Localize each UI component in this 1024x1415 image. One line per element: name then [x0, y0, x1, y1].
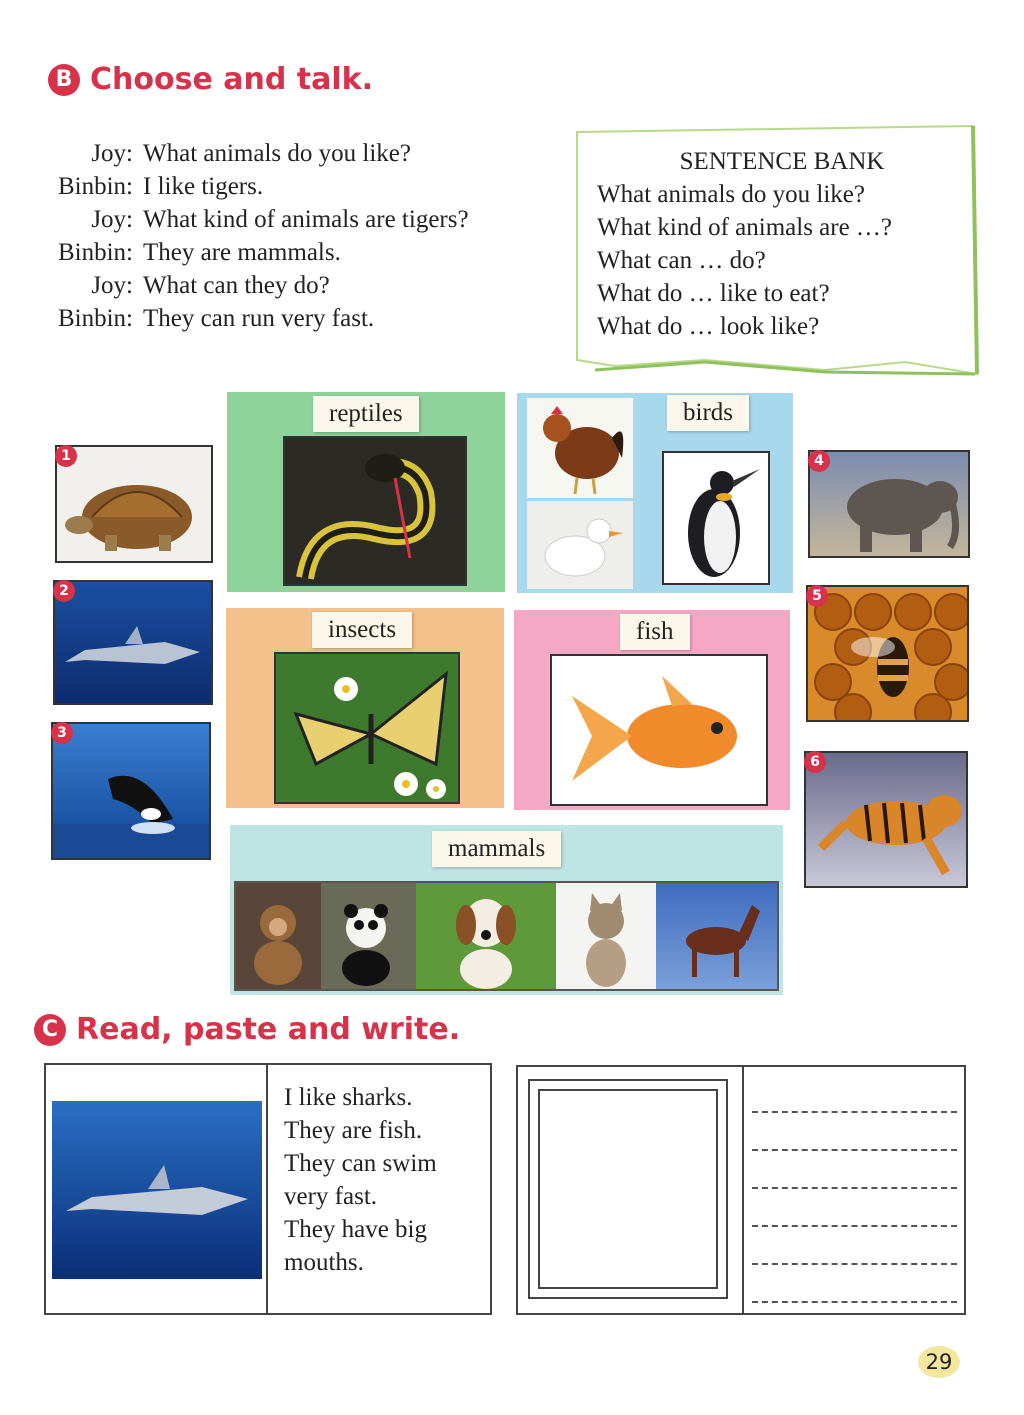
photo-elephant[interactable] [808, 450, 970, 558]
bank-sentence: What can … do? [597, 247, 766, 274]
write-line[interactable] [752, 1187, 957, 1189]
line-text: What can they do? [143, 272, 330, 299]
fish-panel[interactable] [514, 610, 790, 810]
elephant-icon [810, 452, 970, 558]
dialogue-line [0, 170, 590, 203]
snake-photo [283, 436, 467, 586]
number-badge-5: 5 [806, 585, 828, 607]
speaker: Joy: [91, 272, 133, 299]
mammals-panel[interactable] [230, 825, 783, 995]
bee-icon [808, 587, 969, 722]
speaker: Binbin: [57, 173, 133, 200]
turtle-icon [57, 447, 213, 563]
line-text: I like tigers. [143, 173, 264, 200]
goldfish-photo [550, 654, 768, 806]
duck-photo [527, 501, 633, 589]
birds-panel[interactable] [517, 393, 793, 593]
photo-bee[interactable] [806, 585, 969, 722]
bank-sentence: What animals do you like? [597, 181, 865, 208]
reptiles-panel[interactable] [227, 392, 505, 592]
bank-sentence: What do … like to eat? [597, 280, 830, 307]
dialogue-line [0, 269, 590, 302]
reading-line: I like sharks. [284, 1084, 413, 1111]
section-b-badge: B [48, 64, 80, 96]
dog-photo [416, 883, 556, 989]
label-reptiles: reptiles [313, 396, 419, 432]
dialogue-line [0, 236, 590, 269]
dialogue-line [0, 302, 590, 335]
photo-tiger[interactable] [804, 751, 968, 888]
speaker: Joy: [91, 140, 133, 167]
label-mammals: mammals [432, 831, 561, 867]
reading-line: mouths. [284, 1249, 364, 1276]
section-c-badge: C [34, 1014, 66, 1046]
penguin-photo [662, 451, 770, 585]
number-badge-4: 4 [808, 450, 830, 472]
penguin-icon [664, 453, 770, 585]
write-line[interactable] [752, 1111, 957, 1113]
paste-frame-outer[interactable] [528, 1079, 728, 1299]
reading-line: very fast. [284, 1183, 378, 1210]
reading-line: They can swim [284, 1150, 437, 1177]
line-text: They are mammals. [143, 239, 341, 266]
rooster-icon [527, 398, 633, 498]
number-badge-6: 6 [804, 751, 826, 773]
label-fish: fish [620, 614, 690, 650]
photo-shark[interactable] [53, 580, 213, 705]
speaker: Binbin: [57, 239, 133, 266]
dialogue-line [0, 203, 590, 236]
line-text: What animals do you like? [143, 140, 411, 167]
sentence-bank-title: SENTENCE BANK [679, 148, 885, 175]
write-line[interactable] [752, 1225, 957, 1227]
horse-icon [656, 883, 777, 989]
dialogue-line [0, 137, 590, 170]
card-shark-photo [52, 1101, 262, 1279]
photo-whale[interactable] [51, 722, 211, 860]
goldfish-icon [552, 656, 768, 806]
speaker: Joy: [91, 206, 133, 233]
write-line[interactable] [752, 1263, 957, 1265]
tiger-icon [806, 753, 968, 888]
section-c-title-text: Read, paste and write. [76, 1012, 461, 1047]
bank-sentence: What kind of animals are …? [597, 214, 893, 241]
photo-turtle[interactable] [55, 445, 213, 563]
monkey-icon [236, 883, 321, 989]
number-badge-2: 2 [53, 580, 75, 602]
mammals-photo-strip [234, 881, 779, 991]
reading-line: They are fish. [284, 1117, 423, 1144]
page-number: 29 [918, 1346, 960, 1378]
butterfly-icon [276, 654, 460, 804]
paste-write-card [516, 1065, 966, 1315]
killer-whale-icon [53, 724, 211, 860]
dog-icon [416, 883, 556, 989]
butterfly-photo [274, 652, 460, 804]
line-text: What kind of animals are tigers? [143, 206, 469, 233]
dialogue [0, 137, 590, 335]
label-birds: birds [667, 395, 749, 431]
write-line[interactable] [752, 1301, 957, 1303]
reading-card [44, 1063, 492, 1315]
panda-photo [321, 883, 416, 989]
speaker: Binbin: [57, 305, 133, 332]
section-b-title [48, 62, 373, 97]
card-divider [742, 1067, 744, 1313]
section-c-title [34, 1012, 460, 1047]
rooster-photo [527, 398, 633, 498]
section-b-title-text: Choose and talk. [90, 62, 373, 97]
line-text: They can run very fast. [143, 305, 375, 332]
panda-icon [321, 883, 416, 989]
horse-photo [656, 883, 777, 989]
sentence-bank [597, 145, 967, 343]
cat-icon [556, 883, 656, 989]
cat-photo [556, 883, 656, 989]
duck-icon [527, 501, 633, 589]
label-insects: insects [312, 612, 412, 648]
number-badge-3: 3 [51, 722, 73, 744]
reading-text [284, 1081, 489, 1279]
insects-panel[interactable] [226, 608, 504, 808]
number-badge-1: 1 [55, 445, 77, 467]
monkey-photo [236, 883, 321, 989]
card-divider [266, 1065, 268, 1313]
shark-icon [52, 1101, 262, 1279]
reading-line: They have big [284, 1216, 428, 1243]
paste-frame-inner[interactable] [538, 1089, 718, 1289]
shark-icon [55, 582, 213, 705]
write-line[interactable] [752, 1149, 957, 1151]
snake-icon [285, 438, 467, 586]
bank-sentence: What do … look like? [597, 313, 820, 340]
